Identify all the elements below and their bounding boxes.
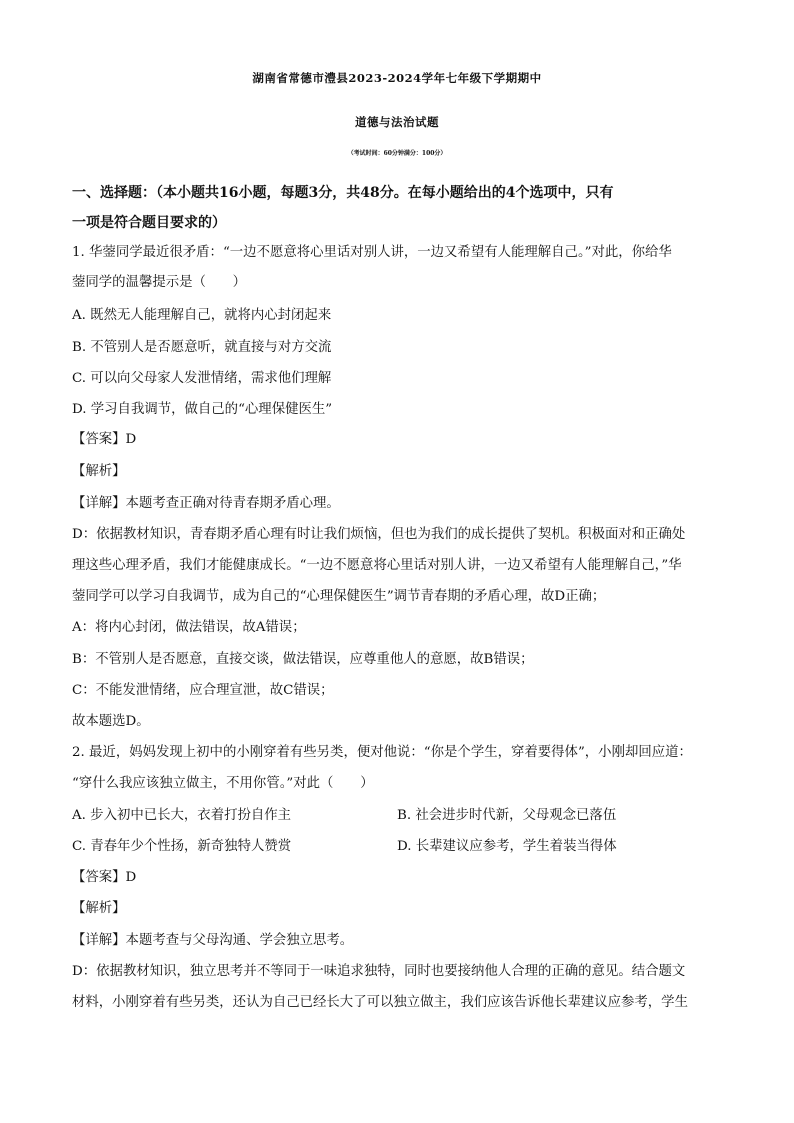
q2-explain-line2: 材料，小刚穿着有些另类，还认为自己已经长大了可以独立做主，我们应该告诉他长辈建议应参考，学生 bbox=[72, 995, 688, 1010]
q2-answer: 【答案】D bbox=[72, 870, 137, 885]
q2-stem-line2: “穿什么我应该独立做主，不用你管。”对此（ ） bbox=[72, 776, 374, 791]
exam-title-line1: 湖南省常德市澧县2023-2024学年七年级下学期期中 bbox=[252, 71, 542, 85]
q1-option-b: B. 不管别人是否愿意听，就直接与对方交流 bbox=[72, 340, 332, 355]
q1-option-a: A. 既然无人能理解自己，就将内心封闭起来 bbox=[72, 308, 332, 323]
section-heading-line1: 一、选择题：（本小题共16小题，每题3分，共48分。在每小题给出的4个选项中，只有 bbox=[72, 185, 614, 201]
q1-explain-b: B：不管别人是否愿意，直接交谈，做法错误，应尊重他人的意愿，故B错误； bbox=[72, 652, 534, 667]
q1-answer: 【答案】D bbox=[72, 432, 137, 447]
q1-explain-line1: D：依据教材知识，青春期矛盾心理有时让我们烦恼，但也为我们的成长提供了契机。积极面对和正确处 bbox=[72, 527, 686, 542]
q1-explain-line2: 理这些心理矛盾，我们才能健康成长。“一边不愿意将心里话对别人讲，一边又希望有人能理解自己，”华 bbox=[72, 558, 682, 573]
q1-detail: 【详解】本题考查正确对待青春期矛盾心理。 bbox=[72, 496, 340, 511]
exam-title-line2: 道德与法治试题 bbox=[355, 115, 439, 129]
q1-explain-a: A：将内心封闭，做法错误，故A错误； bbox=[72, 620, 306, 635]
q2-option-c: C. 青春年少个性扬，新奇独特人赞赏 bbox=[72, 839, 292, 854]
q2-analysis-label: 【解析】 bbox=[72, 901, 126, 916]
q1-explain-line3: 蓥同学可以学习自我调节，成为自己的“心理保健医生”调节青春期的矛盾心理，故D正确； bbox=[72, 589, 606, 604]
q1-option-d: D. 学习自我调节，做自己的“心理保健医生” bbox=[72, 402, 333, 417]
q1-explain-c: C：不能发泄情绪，应合理宣泄，故C错误； bbox=[72, 683, 334, 698]
q1-stem-line1: 1. 华蓥同学最近很矛盾：“一边不愿意将心里话对别人讲，一边又希望有人能理解自己。”对此，你给华 bbox=[72, 245, 672, 260]
q2-option-a: A. 步入初中已长大，衣着打扮自作主 bbox=[72, 808, 292, 823]
q2-option-d: D. 长辈建议应参考，学生着装当得体 bbox=[397, 839, 617, 854]
q2-detail: 【详解】本题考查与父母沟通、学会独立思考。 bbox=[72, 933, 354, 948]
q1-option-c: C. 可以向父母家人发泄情绪，需求他们理解 bbox=[72, 371, 332, 386]
q1-analysis-label: 【解析】 bbox=[72, 464, 126, 479]
q2-stem-line1: 2. 最近，妈妈发现上初中的小刚穿着有些另类，便对他说：“你是个学生，穿着要得体”，小刚却回应道： bbox=[72, 745, 692, 760]
section-heading-line2: 一项是符合题目要求的） bbox=[72, 215, 226, 231]
exam-info: （考试时间：60分钟满分：100分） bbox=[347, 150, 447, 157]
q1-stem-line2: 蓥同学的温馨提示是（ ） bbox=[72, 275, 247, 290]
q2-option-b: B. 社会进步时代新，父母观念已落伍 bbox=[397, 808, 617, 823]
q2-explain-line1: D：依据教材知识，独立思考并不等同于一味追求独特，同时也要接纳他人合理的正确的意见。结合题文 bbox=[72, 964, 686, 979]
q1-conclusion: 故本题选D。 bbox=[72, 714, 150, 729]
